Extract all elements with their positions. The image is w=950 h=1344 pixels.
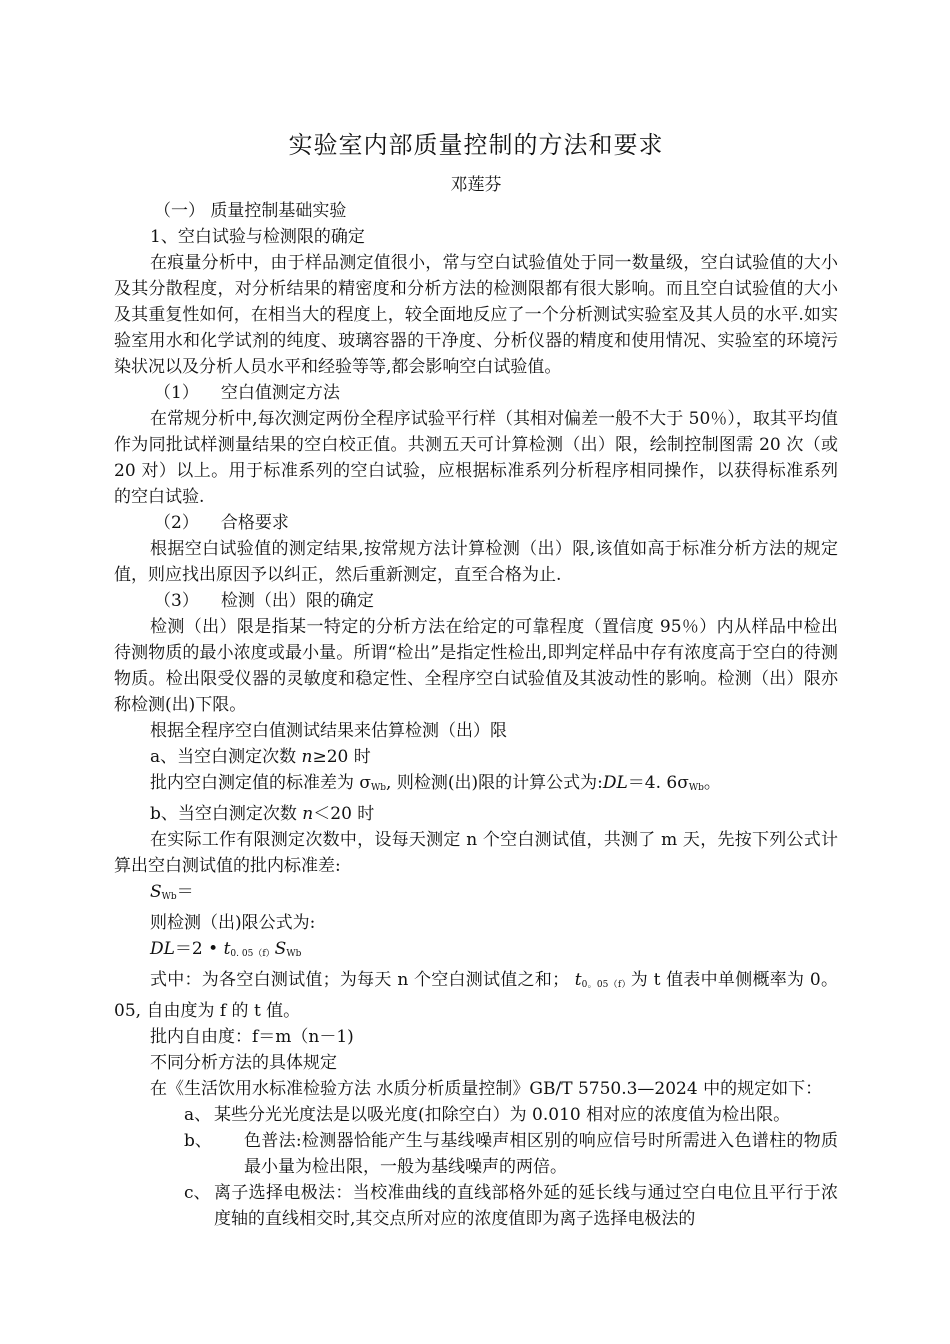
- subsection-heading: 1、空白试验与检测限的确定: [150, 227, 365, 247]
- paragraph: 检测（出）限是指某一特定的分析方法在给定的可靠程度（置信度 95％）内从样品中检出待测物质的最小浓度或最小量。所谓“检出”是指定性检出,即判定样品中存有浓度高于空白的待测物质。检出限受仪器的灵敏度和稳定性、全程序空白试验值及其波动性的影响。检测（出）限亦称检测(出)下限。: [114, 617, 838, 715]
- list-item: [184, 1180, 838, 1232]
- author-name: 邓莲芬: [450, 175, 502, 195]
- paragraph: 在常规分析中,每次测定两份全程序试验平行样（其相对偏差一般不大于 50％），取其平均值作为同批试样测量结果的空白校正值。共测五天可计算检测（出）限，绘制控制图需 20 次（或 20 对）以上。用于标准系列的空白试验，应根据标准系列分析程序相同操作，以获得标准系列的空白试验.: [114, 409, 838, 507]
- list-item-text: 色普法:检测器恰能产生与基线噪声相区别的响应信号时所需进入色谱柱的物质最小量为检出限，一般为基线噪声的两倍。: [244, 1131, 838, 1177]
- paragraph: 在《生活饮用水标准检验方法 水质分析质量控制》GB/T 5750.3—2024 中的规定如下：: [150, 1079, 823, 1099]
- numbered-heading: （1） 空白值测定方法: [154, 383, 340, 403]
- section-heading: （一） 质量控制基础实验: [154, 201, 347, 221]
- document-page: [114, 128, 838, 1232]
- list-marker: a、: [184, 1105, 212, 1125]
- numbered-heading: （2） 合格要求: [154, 513, 289, 533]
- paragraph: 批内自由度：f＝m（n－1): [150, 1027, 354, 1047]
- case-b-line: b、当空白测定次数 n＜20 时: [150, 804, 375, 824]
- paragraph: 式中：为各空白测试值；为每天 n 个空白测试值之和； $t_{0。05(f)}$为 t 值表中单侧概率为 0。05, 自由度为 f 的 t 值。: [114, 970, 838, 1021]
- dl-formula: DL＝2 • $t_{0. 05(f)}S_{Wb}$: [150, 939, 302, 959]
- list-item-text: 离子选择电极法：当校准曲线的直线部格外延的延长线与通过空白电位且平行于浓度轴的直线相交时,其交点所对应的浓度值即为离子选择电极法的: [214, 1183, 838, 1229]
- swb-formula: $S_{Wb}=$: [150, 882, 194, 902]
- paragraph: 在实际工作有限测定次数中，设每天测定 n 个空白测试值，共测了 m 天，先按下列公式计算出空白测试值的批内标准差:: [114, 830, 838, 876]
- list-item: [184, 1102, 838, 1128]
- paragraph: 在痕量分析中，由于样品测定值很小，常与空白试验值处于同一数量级，空白试验值的大小及其分散程度，对分析结果的精密度和分析方法的检测限都有很大影响。而且空白试验值的大小及其重复性如何，在相当大的程度上，较全面地反应了一个分析测试实验室及其人员的水平.如实验室用水和化学试剂的纯度、玻璃容器的干净度、分析仪器的精度和使用情况、实验室的环境污染状况以及分析人员水平和经验等等,都会影响空白试验值。: [114, 253, 838, 377]
- formula-line: 批内空白测定值的标准差为 $\sigma_{Wb}$, 则检测(出)限的计算公式为:DL＝4. $6\sigma_{Wb}$。: [150, 773, 721, 793]
- numbered-heading: （3） 检测（出）限的确定: [154, 591, 374, 611]
- list-marker: b、: [184, 1131, 212, 1151]
- paragraph: 不同分析方法的具体规定: [150, 1053, 337, 1073]
- paragraph: 根据全程序空白值测试结果来估算检测（出）限: [150, 721, 507, 741]
- list-item: [184, 1128, 838, 1180]
- list-item-text: 某些分光光度法是以吸光度(扣除空白）为 0.010 相对应的浓度值为检出限。: [214, 1105, 791, 1125]
- paragraph: 根据空白试验值的测定结果,按常规方法计算检测（出）限,该值如高于标准分析方法的规定值，则应找出原因予以纠正，然后重新测定，直至合格为止.: [114, 539, 838, 585]
- paragraph: 则检测（出)限公式为:: [150, 913, 316, 933]
- method-list: [114, 1102, 838, 1232]
- case-a-line: a、当空白测定次数 n≥20 时: [150, 747, 371, 767]
- document-title: 实验室内部质量控制的方法和要求: [288, 131, 664, 159]
- list-marker: c、: [184, 1183, 211, 1203]
